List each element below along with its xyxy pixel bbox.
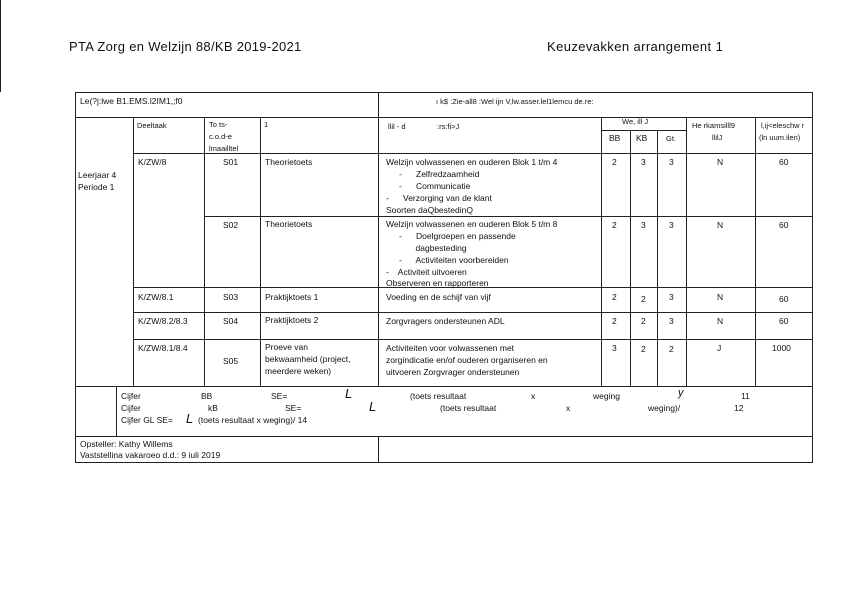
col-header-inhoud-a: llil - d	[388, 122, 406, 131]
row-kb: 3	[641, 157, 646, 167]
row-code: S01	[223, 157, 239, 167]
row-gt: 3	[669, 316, 674, 326]
formula-term: (toets resultaat	[410, 391, 467, 401]
col-header-tijdsduur-1: l,ij<eleschw r	[761, 121, 805, 130]
row-herkansing: N	[717, 292, 724, 302]
col-header-bb: BB	[609, 133, 621, 143]
row-inhoud-line: Welzijn volwassenen en ouderen Blok 5 t/m 8	[386, 219, 558, 229]
formula-divisor: 12	[734, 403, 744, 413]
row-bb: 2	[612, 316, 617, 326]
row-inhoud-line: uitvoeren Zorgvrager ondersteunen	[386, 367, 520, 377]
sum-symbol: L	[186, 411, 194, 426]
row-bb: 2	[612, 292, 617, 302]
col-header-weging: We, ill J	[622, 117, 649, 126]
formula-divisor: 11	[741, 391, 750, 401]
formula-term: (toets resultaat	[440, 403, 497, 413]
row-soort-line: bekwaamheid (project,	[265, 354, 351, 364]
row-kb: 2	[641, 316, 646, 326]
author-label: Opsteller: Kathy Willems	[80, 439, 173, 449]
formula-label: Cijfer	[121, 403, 141, 413]
row-inhoud-line: Activiteiten voor volwassenen met	[386, 343, 515, 353]
formula-times: x	[566, 403, 571, 413]
col-header-toets-code-1: To ts-	[209, 120, 228, 129]
col-header-soort: 1	[264, 120, 269, 129]
row-inhoud-line: - Activiteit uitvoeren	[386, 267, 467, 277]
row-bb: 2	[612, 220, 617, 230]
col-header-deeltaak: Deeltaak	[137, 121, 167, 130]
col-header-inhoud-b: :rs:fi>J	[437, 122, 460, 131]
row-herkansing: N	[717, 157, 724, 167]
row-code: S03	[223, 292, 239, 302]
page-edge-mark	[0, 0, 1, 92]
formula-term: (toets resultaat x weging)/ 14	[198, 415, 308, 425]
row-tijdsduur: 60	[779, 157, 789, 167]
row-bb: 2	[612, 157, 617, 167]
row-inhoud-line: - Communicatie	[399, 181, 471, 191]
row-inhoud-line: - Doelgroepen en passende	[399, 231, 516, 241]
row-tijdsduur: 60	[779, 316, 789, 326]
row-soort-line: Proeve van	[265, 342, 308, 352]
period-label-year: Leerjaar 4	[78, 170, 117, 180]
row-soort: Theorietoets	[265, 219, 313, 229]
row-gt: 3	[669, 220, 674, 230]
row-code: S05	[223, 356, 239, 366]
row-inhoud-line: Observeren en rapporteren	[386, 278, 489, 288]
formula-level: BB	[201, 391, 213, 401]
table-top-left-label: Le(?j:lwe B1.EMS.l2IM1,;f0	[80, 96, 183, 106]
approval-date-label: Vaststellina vakaroeo d.d.: 9 iuli 2019	[80, 450, 221, 460]
formula-se: SE=	[285, 403, 302, 413]
row-herkansing: N	[717, 220, 724, 230]
formula-label: Cijfer GL SE=	[121, 415, 173, 425]
row-deeltaak: K/ZW/8	[138, 157, 167, 167]
row-herkansing: N	[717, 316, 724, 326]
row-tijdsduur: 1000	[772, 343, 791, 353]
row-kb: 2	[641, 294, 646, 304]
row-bb: 3	[612, 343, 617, 353]
row-gt: 2	[669, 344, 674, 354]
row-code: S04	[223, 316, 239, 326]
row-tijdsduur: 60	[779, 294, 789, 304]
row-kb: 3	[641, 220, 646, 230]
arrangement-title: Keuzevakken arrangement 1	[547, 39, 724, 54]
col-header-toets-code-2: c.o.d-e	[209, 132, 232, 141]
document-title: PTA Zorg en Welzijn 88/KB 2019-2021	[69, 39, 302, 54]
row-deeltaak: K/ZW/8.2/8.3	[138, 316, 188, 326]
row-inhoud-line: dagbesteding	[399, 243, 467, 253]
formula-weging: weging	[593, 391, 620, 401]
formula-label: Cijfer	[121, 391, 141, 401]
row-gt: 3	[669, 157, 674, 167]
col-header-herkansing-2: llilJ	[712, 133, 723, 142]
row-deeltaak: K/ZW/8.1	[138, 292, 174, 302]
row-code: S02	[223, 220, 239, 230]
row-soort: Praktijktoets 2	[265, 315, 319, 325]
sum-symbol: L	[369, 399, 377, 414]
row-soort: Theorietoets	[265, 157, 313, 167]
row-tijdsduur: 60	[779, 220, 789, 230]
table-top-right-label: ı k$ :Zie-all8 :Wel ijn V,lw.asser.lel1lemcu de.re:	[436, 97, 594, 106]
sum-symbol: L	[345, 386, 353, 401]
col-header-gt: Gt.	[666, 134, 677, 143]
row-inhoud-line: Welzijn volwassenen en ouderen Blok 1 t/m 4	[386, 157, 558, 167]
col-header-toets-code-3: lmaailltel	[209, 144, 239, 153]
formula-se: SE=	[271, 391, 288, 401]
row-inhoud-line: - Activiteiten voorbereiden	[399, 255, 509, 265]
row-herkansing: J	[717, 343, 722, 353]
formula-weging: weging)/	[648, 403, 681, 413]
row-inhoud-line: Soorten daQbestedinQ	[386, 205, 473, 215]
row-soort: Praktijktoets 1	[265, 292, 319, 302]
col-header-tijdsduur-2: (ln uum.ilen)	[759, 133, 801, 142]
row-inhoud-line: Zorgvragers ondersteunen ADL	[386, 316, 505, 326]
row-kb: 2	[641, 344, 646, 354]
period-label-period: Periode 1	[78, 182, 115, 192]
formula-times: x	[531, 391, 536, 401]
col-header-kb: KB	[636, 133, 648, 143]
row-inhoud-line: Voeding en de schijf van vijf	[386, 292, 491, 302]
row-inhoud-line: - Verzorging van de klant	[386, 193, 492, 203]
col-header-herkansing-1: He rkamsilll9	[692, 121, 735, 130]
row-gt: 3	[669, 292, 674, 302]
formula-level: kB	[208, 403, 218, 413]
row-inhoud-line: - Zelfredzaamheid	[399, 169, 480, 179]
formula-divide: y	[678, 387, 684, 399]
row-deeltaak: K/ZW/8.1/8.4	[138, 343, 188, 353]
row-inhoud-line: zorgindicatie en/of ouderen organiseren en	[386, 355, 548, 365]
row-soort-line: meerdere weken)	[265, 366, 332, 376]
